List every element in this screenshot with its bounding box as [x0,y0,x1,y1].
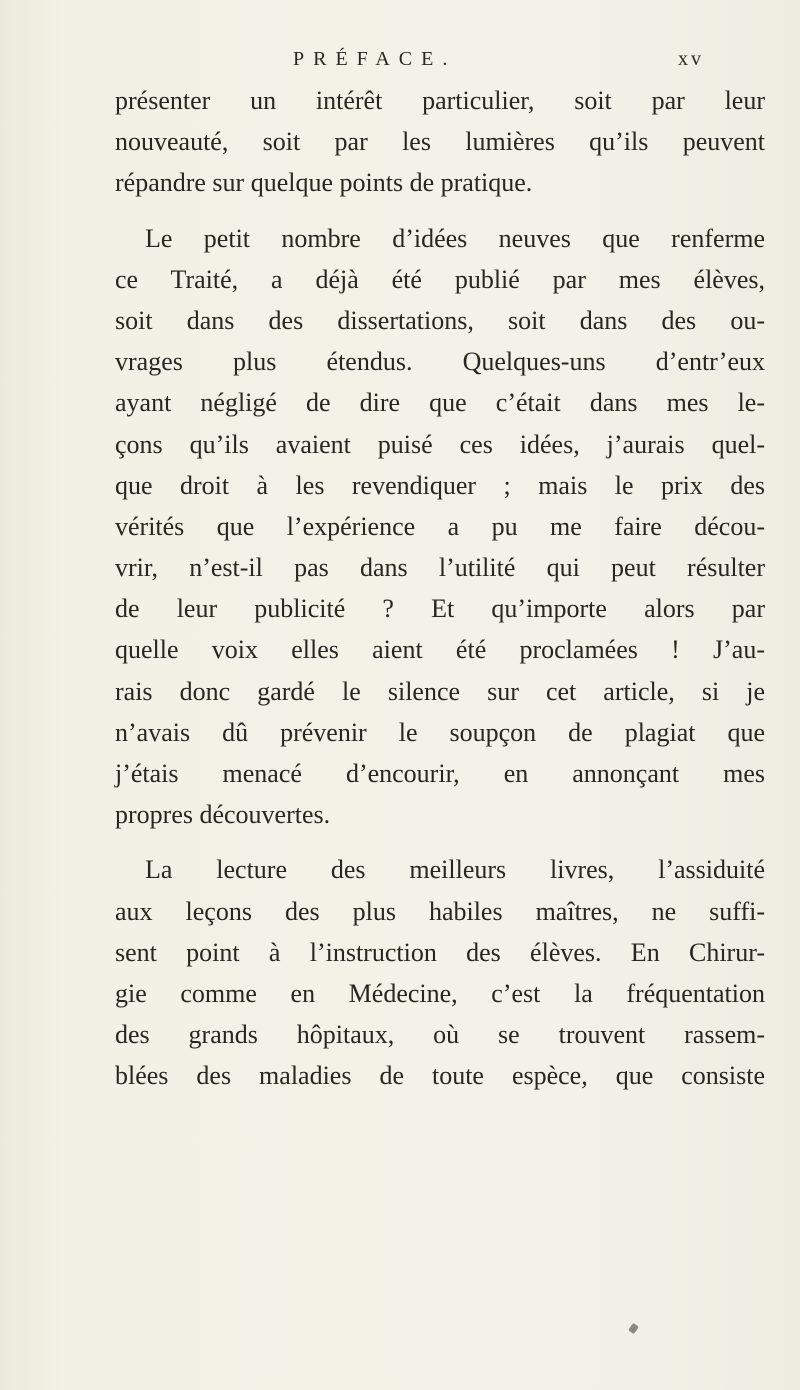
text-line: n’avais dû prévenir le soupçon de plagiat que [115,717,765,747]
text-line: vérités que l’expérience a pu me faire décou- [115,511,765,541]
text-line: des grands hôpitaux, où se trouvent rassem- [115,1020,765,1050]
text-line: propres découvertes. [115,800,331,830]
text-line: ayant négligé de dire que c’était dans mes le- [115,388,765,418]
text-line: blées des maladies de toute espèce, que consiste [115,1061,765,1091]
running-head [115,42,755,78]
text-line: nouveauté, soit par les lumières qu’ils peuvent [115,127,765,157]
text-line: La lecture des meilleurs livres, l’assiduité [145,855,765,885]
text-line: vrages plus étendus. Quelques-uns d’entr’eux [115,347,765,377]
text-line: Le petit nombre d’idées neuves que renferme [145,223,765,253]
ink-speck [628,1323,639,1334]
text-line: aux leçons des plus habiles maîtres, ne suffi- [115,896,765,926]
text-line: sent point à l’instruction des élèves. En Chirur- [115,937,765,967]
text-line: ce Traité, a déjà été publié par mes élèves, [115,264,765,294]
text-line: présenter un intérêt particulier, soit par leur [115,86,765,115]
text-line: vrir, n’est-il pas dans l’utilité qui peut résulter [115,553,765,583]
text-line: répandre sur quelque points de pratique. [115,168,533,198]
text-line: rais donc gardé le silence sur cet article, si je [115,676,765,706]
paragraph-gap [115,835,765,849]
text-line: çons qu’ils avaient puisé ces idées, j’aurais quel- [115,429,765,459]
running-title: PRÉFACE. [293,48,457,70]
page-number: xv [678,48,704,70]
text-line: quelle voix elles aient été proclamées ! J’au- [115,635,765,665]
body-text [115,80,765,1097]
text-line: gie comme en Médecine, c’est la fréquentation [115,978,765,1008]
paragraph-gap [115,204,765,218]
text-line: que droit à les revendiquer ; mais le prix des [115,470,765,500]
text-line: de leur publicité ? Et qu’importe alors par [115,594,765,624]
text-line: soit dans des dissertations, soit dans des ou- [115,305,765,335]
text-line: j’étais menacé d’encourir, en annonçant mes [115,759,765,788]
